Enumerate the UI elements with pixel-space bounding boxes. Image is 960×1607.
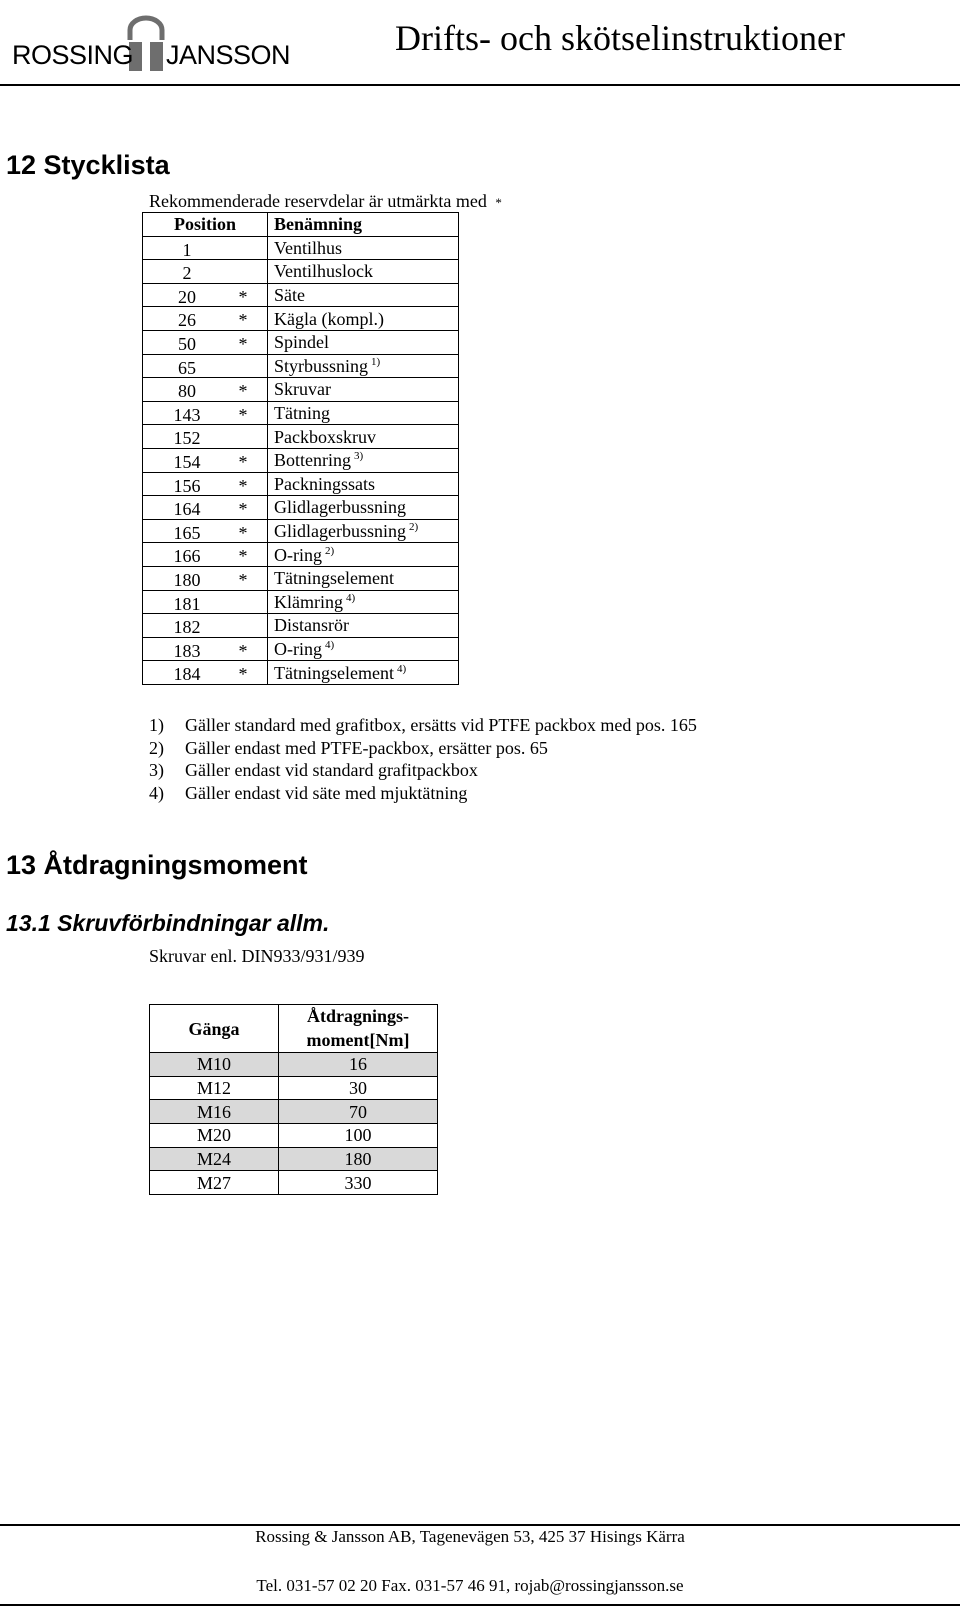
logo-text-right: JANSSON: [166, 40, 291, 70]
position-cell: [143, 448, 268, 472]
part-name: Tätningselement: [274, 568, 394, 589]
part-name: O-ring: [274, 544, 322, 565]
table-row: [150, 1124, 438, 1148]
part-footnote-ref: 4): [346, 591, 356, 604]
footnote-label: 4): [149, 782, 164, 803]
spare-part-marker: *: [238, 451, 248, 472]
spare-part-mark: *: [495, 195, 502, 210]
part-name-cell: [268, 519, 459, 543]
position-number: 156: [173, 475, 201, 496]
name-column-header: Benämning: [268, 213, 459, 237]
table-row: [143, 378, 459, 402]
position-number: 20: [178, 286, 196, 307]
part-name-cell: [268, 354, 459, 378]
part-footnote-ref: 2): [325, 544, 335, 557]
position-cell: [143, 543, 268, 567]
part-name: Glidlagerbussning: [274, 521, 406, 542]
section-13-heading: 13 Åtdragningsmoment: [6, 850, 308, 880]
position-cell: [143, 425, 268, 449]
footnote: [149, 739, 697, 757]
part-footnote-ref: 4): [325, 638, 335, 651]
position-number: 184: [173, 664, 201, 685]
part-name: Ventilhus: [274, 237, 343, 258]
position-number: 50: [178, 333, 196, 354]
footer-contact: Tel. 031-57 02 20 Fax. 031-57 46 91, rojab@rossingjansson.se: [256, 1576, 684, 1595]
footnote: [149, 761, 697, 779]
torque-intro: Skruvar enl. DIN933/931/939: [149, 946, 365, 966]
position-number: 183: [173, 640, 201, 661]
table-row: [143, 236, 459, 260]
section-13-1-heading: 13.1 Skruvförbindningar allm.: [6, 910, 330, 936]
spare-part-marker: *: [238, 499, 248, 520]
part-name: Bottenring: [274, 450, 351, 471]
part-name: Säte: [274, 285, 305, 306]
spare-part-marker: *: [238, 569, 248, 590]
torque-column-header: [279, 1005, 438, 1053]
table-row: [143, 472, 459, 496]
part-name-cell: [268, 283, 459, 307]
position-cell: [143, 661, 268, 685]
spare-part-marker: *: [238, 640, 248, 661]
position-number: 181: [173, 593, 201, 614]
footnote-text: Gäller endast vid säte med mjuktätning: [185, 782, 468, 803]
table-row: [150, 1100, 438, 1124]
part-name: O-ring: [274, 638, 322, 659]
document-title: Drifts- och skötselinstruktioner: [395, 18, 845, 58]
part-name: Glidlagerbussning: [274, 497, 406, 518]
part-name-cell: [268, 401, 459, 425]
footnote-text: Gäller endast med PTFE-packbox, ersätter pos. 65: [185, 737, 548, 758]
thread-column-header: Gänga: [150, 1005, 279, 1053]
part-name: Distansrör: [274, 615, 349, 636]
footer-divider-bottom: [0, 1604, 960, 1606]
part-name: Packningssats: [274, 473, 375, 494]
table-row: [143, 590, 459, 614]
position-number: 26: [178, 310, 196, 331]
part-name-cell: [268, 307, 459, 331]
part-name-cell: [268, 448, 459, 472]
position-cell: [143, 519, 268, 543]
footnote: [149, 784, 697, 802]
position-cell: [143, 283, 268, 307]
position-number: 166: [173, 546, 201, 567]
table-row: [143, 307, 459, 331]
footnote-label: 3): [149, 760, 164, 780]
part-footnote-ref: 4): [396, 662, 407, 675]
table-row: [143, 661, 459, 685]
footnote-text: Gäller endast vid standard grafitpackbox: [185, 760, 478, 780]
position-cell: [143, 637, 268, 661]
position-number: 80: [178, 381, 196, 402]
table-row: [143, 637, 459, 661]
part-footnote-ref: 2): [409, 521, 419, 534]
position-number: 1: [182, 239, 192, 260]
table-row: [143, 614, 459, 638]
parts-intro: [149, 192, 502, 210]
footnote-label: 2): [149, 737, 164, 758]
footnote-text: Gäller standard med grafitbox, ersätts vid PTFE packbox med pos. 165: [185, 715, 697, 735]
position-cell: [143, 354, 268, 378]
spare-part-marker: *: [238, 522, 248, 543]
table-row: [143, 330, 459, 354]
part-name-cell: [268, 260, 459, 284]
parts-intro-text: Rekommenderade reservdelar är utmärkta med: [149, 191, 487, 211]
table-row: [143, 283, 459, 307]
spare-part-marker: *: [238, 404, 248, 425]
part-footnote-ref: 3): [354, 450, 364, 463]
spare-part-marker: *: [238, 286, 248, 307]
company-logo: [12, 14, 291, 74]
position-number: 182: [173, 617, 201, 638]
part-name-cell: [268, 661, 459, 685]
table-row: [143, 401, 459, 425]
spare-part-marker: *: [238, 310, 248, 331]
footnote: [149, 716, 697, 734]
position-cell: [143, 307, 268, 331]
part-name-cell: [268, 330, 459, 354]
part-name-cell: [268, 614, 459, 638]
spare-part-marker: *: [238, 546, 248, 567]
table-row: [143, 519, 459, 543]
position-cell: [143, 614, 268, 638]
position-number: 2: [182, 263, 192, 284]
part-name-cell: [268, 637, 459, 661]
part-name: Spindel: [274, 332, 330, 353]
torque-cell: 100: [279, 1124, 438, 1148]
header-divider: [0, 84, 960, 86]
torque-column-header-line1: Åtdragnings-: [306, 1005, 409, 1026]
torque-table: [149, 1004, 438, 1195]
part-name: Tätning: [274, 403, 330, 424]
position-number: 180: [173, 569, 201, 590]
table-row: [150, 1147, 438, 1171]
position-cell: [143, 260, 268, 284]
thread-cell: M12: [150, 1076, 279, 1100]
parts-table: [142, 212, 459, 685]
part-name: Packboxskruv: [274, 426, 376, 447]
part-name-cell: [268, 496, 459, 520]
torque-column-header-line2: moment[Nm]: [306, 1029, 410, 1050]
table-row: [143, 260, 459, 284]
thread-cell: M16: [150, 1100, 279, 1124]
torque-cell: 180: [279, 1147, 438, 1171]
thread-cell: M20: [150, 1124, 279, 1148]
part-name-cell: [268, 236, 459, 260]
position-cell: [143, 566, 268, 590]
footer-divider-top: [0, 1524, 960, 1526]
position-number: 65: [178, 357, 196, 378]
table-row: [150, 1171, 438, 1195]
spare-part-marker: *: [238, 664, 248, 685]
position-cell: [143, 330, 268, 354]
spare-part-marker: *: [238, 475, 248, 496]
part-name-cell: [268, 425, 459, 449]
logo-text-left: ROSSING: [12, 40, 134, 70]
footnotes: [149, 716, 697, 806]
torque-cell: 330: [279, 1171, 438, 1195]
position-cell: [143, 401, 268, 425]
position-cell: [143, 378, 268, 402]
thread-cell: M10: [150, 1053, 279, 1077]
section-12-heading: 12 Stycklista: [6, 150, 170, 180]
part-name: Kägla (kompl.): [274, 308, 384, 329]
position-column-header: Position: [143, 213, 268, 237]
part-name: Ventilhuslock: [274, 261, 373, 282]
spare-part-marker: *: [238, 333, 248, 354]
position-cell: [143, 236, 268, 260]
torque-table-header: [150, 1005, 438, 1053]
position-number: 143: [173, 404, 201, 425]
parts-table-header: [143, 213, 459, 237]
torque-cell: 30: [279, 1076, 438, 1100]
torque-cell: 16: [279, 1053, 438, 1077]
position-cell: [143, 590, 268, 614]
table-row: [143, 448, 459, 472]
torque-cell: 70: [279, 1100, 438, 1124]
table-row: [150, 1076, 438, 1100]
part-name: Skruvar: [274, 379, 331, 400]
position-cell: [143, 496, 268, 520]
part-name-cell: [268, 566, 459, 590]
table-row: [143, 496, 459, 520]
table-row: [150, 1053, 438, 1077]
position-number: 165: [173, 522, 201, 543]
position-number: 164: [173, 499, 201, 520]
part-footnote-ref: 1): [371, 355, 381, 368]
part-name-cell: [268, 543, 459, 567]
part-name: Klämring: [274, 591, 343, 612]
footnote-label: 1): [149, 715, 164, 735]
part-name: Tätningselement: [274, 662, 394, 683]
thread-cell: M24: [150, 1147, 279, 1171]
table-row: [143, 543, 459, 567]
footer-address: Rossing & Jansson AB, Tagenevägen 53, 425 37 Hisings Kärra: [255, 1527, 685, 1546]
spare-part-marker: *: [238, 381, 248, 402]
part-name-cell: [268, 472, 459, 496]
position-cell: [143, 472, 268, 496]
table-row: [143, 425, 459, 449]
part-name-cell: [268, 378, 459, 402]
part-name: Styrbussning: [274, 355, 369, 376]
thread-cell: M27: [150, 1171, 279, 1195]
position-number: 152: [173, 428, 201, 449]
table-row: [143, 566, 459, 590]
part-name-cell: [268, 590, 459, 614]
table-row: [143, 354, 459, 378]
position-number: 154: [173, 451, 201, 472]
